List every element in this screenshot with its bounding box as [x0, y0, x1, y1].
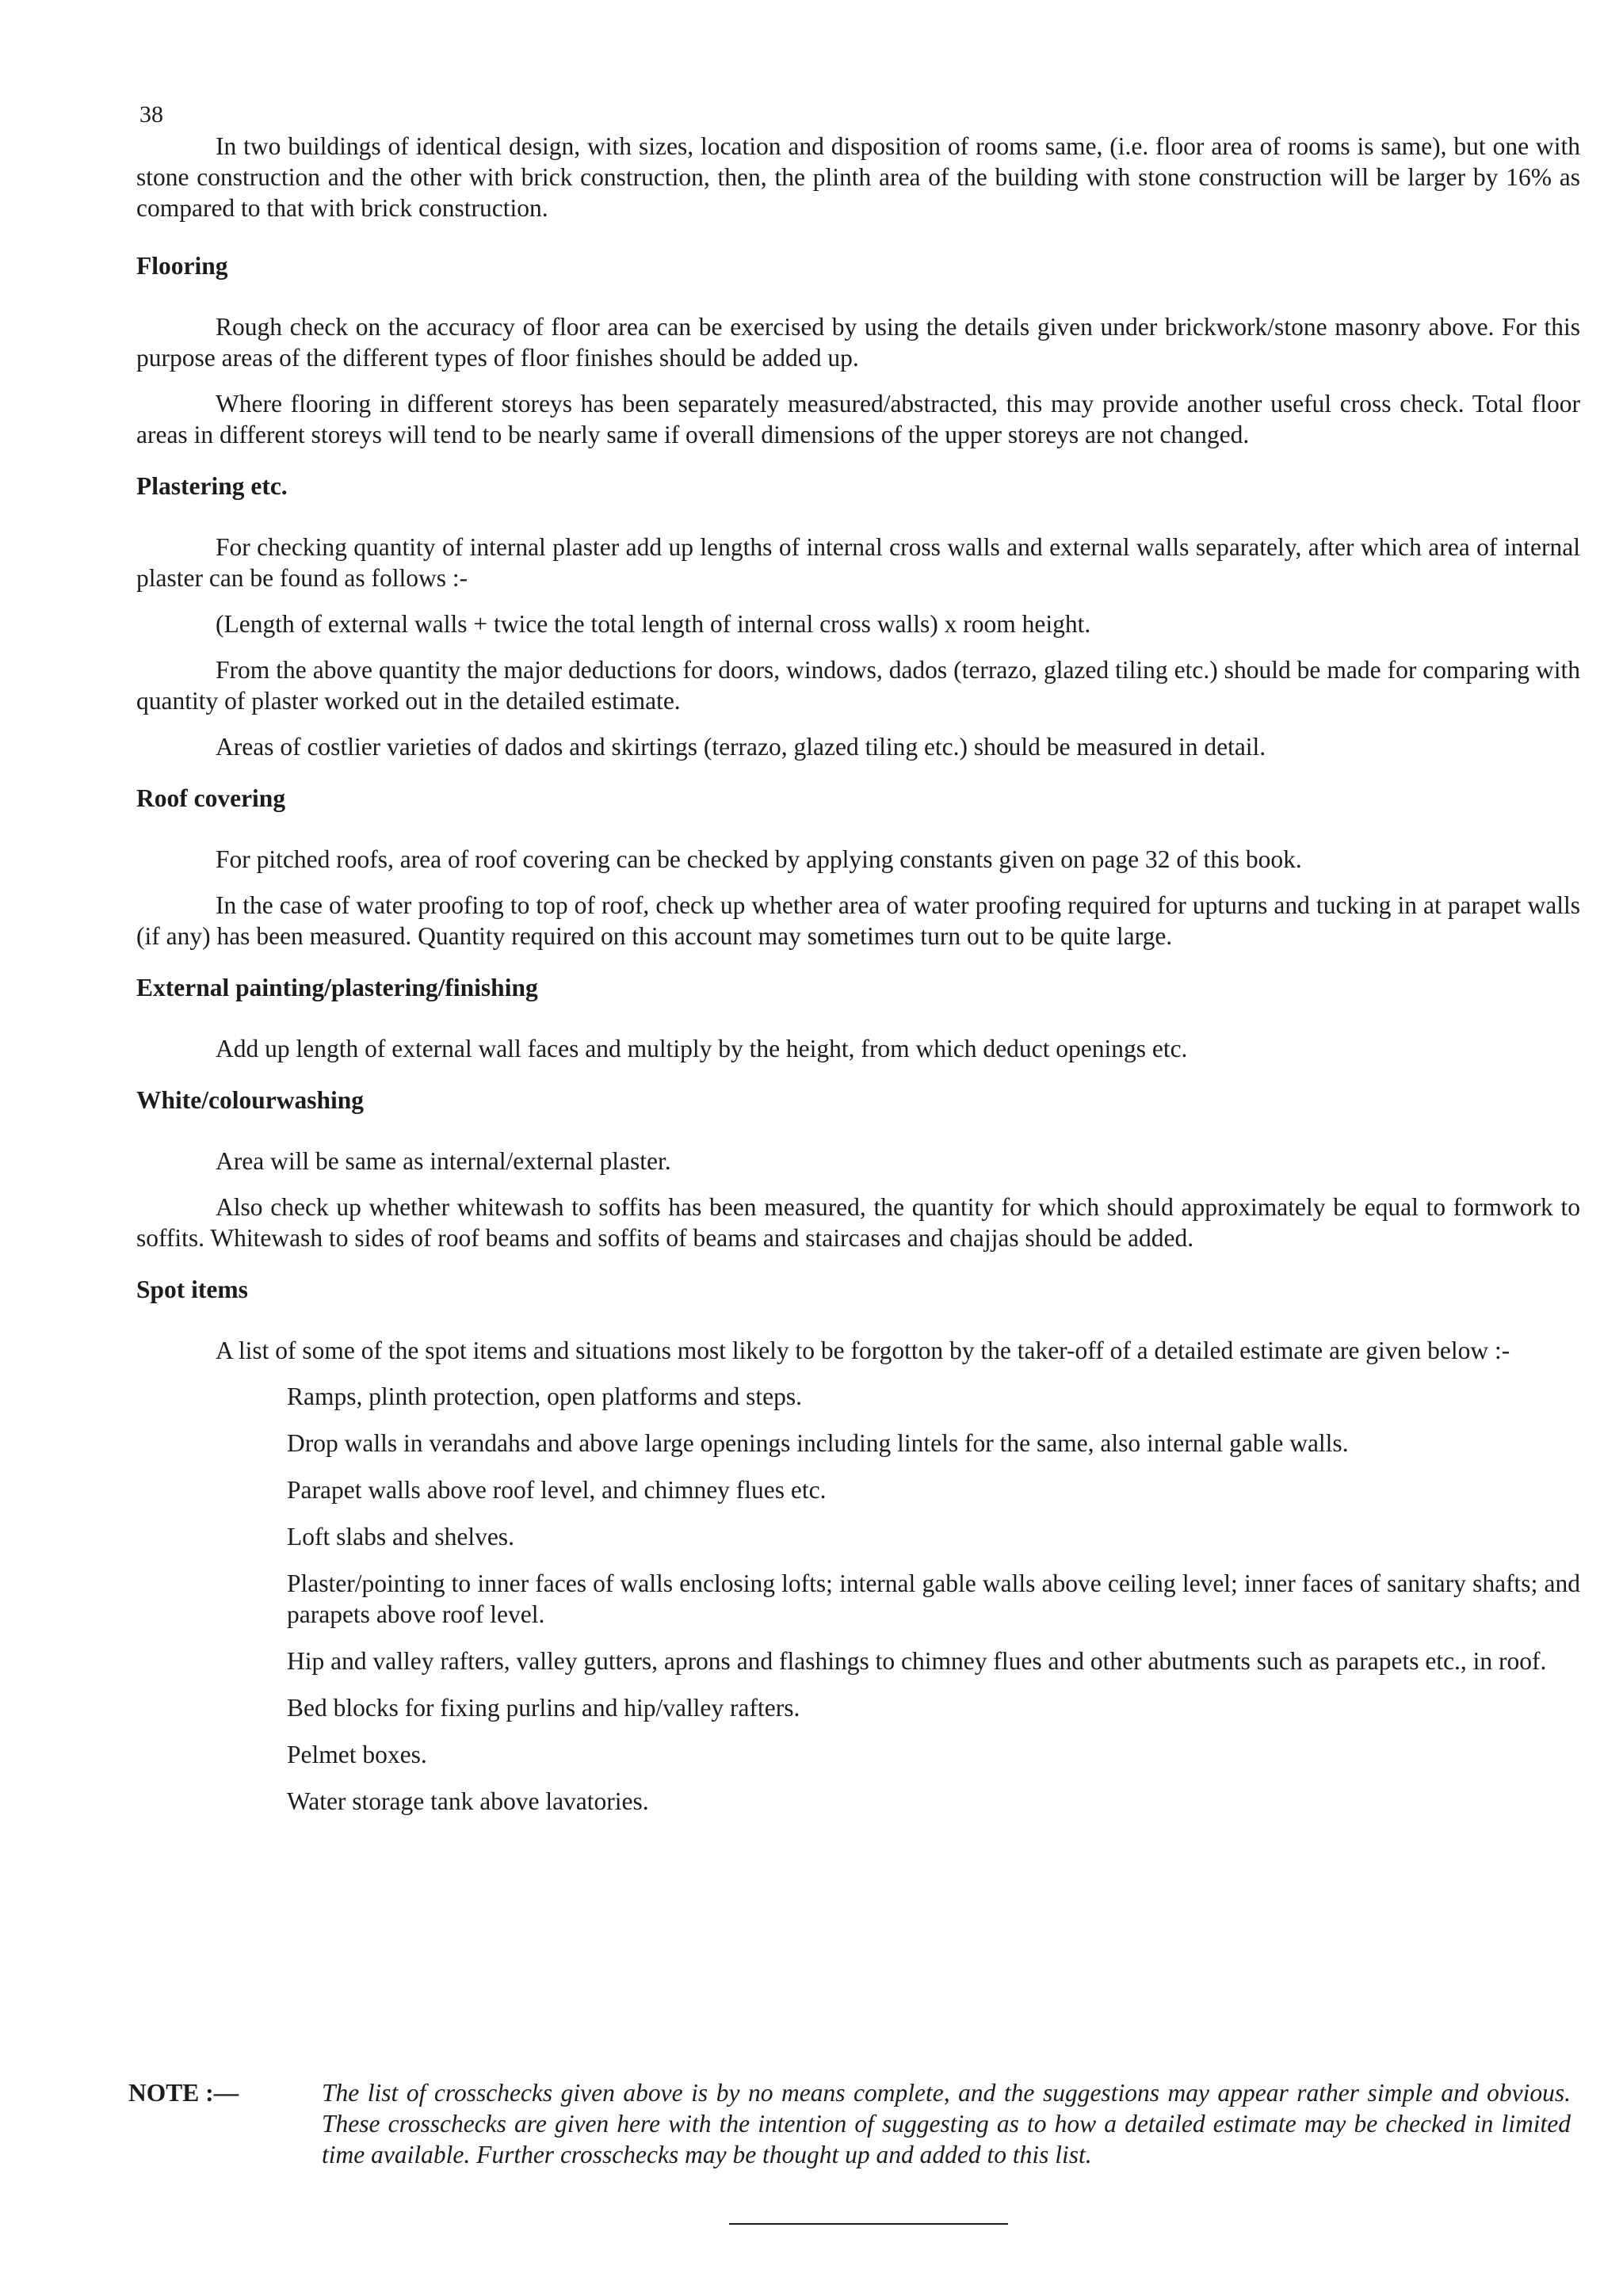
- plastering-paragraph-1: For checking quantity of internal plaster add up lengths of internal cross walls and external walls separately, after which area of internal plaster can be found as follows :-: [136, 533, 1580, 592]
- heading-external-finishing: External painting/plastering/finishing: [136, 974, 538, 1001]
- spot-paragraph-1: A list of some of the spot items and situations most likely to be forgotton by the taker-off of a detailed estimate are given below :-: [216, 1337, 1510, 1364]
- list-item: Hip and valley rafters, valley gutters, aprons and flashings to chimney flues and other abutments such as parapets etc., in roof.: [287, 1647, 1547, 1675]
- heading-flooring: Flooring: [136, 252, 228, 280]
- heading-whitewashing: White/colourwashing: [136, 1086, 365, 1114]
- list-item: Bed blocks for fixing purlins and hip/valley rafters.: [287, 1694, 800, 1722]
- heading-spot-items: Spot items: [136, 1276, 248, 1303]
- list-item: Ramps, plinth protection, open platforms and steps.: [287, 1383, 803, 1410]
- whitewash-paragraph-2: Also check up whether whitewash to soffits has been measured, the quantity for which should approximately be equal to formwork to soffits. Whitewash to sides of roof beams and soffits of beams and staircases and chajjas should be added.: [136, 1193, 1580, 1252]
- intro-paragraph: In two buildings of identical design, with sizes, location and disposition of rooms same, (i.e. floor area of rooms is same), but one with stone construction and the other with brick construction, then, the plinth area of the building with stone construction will be larger by 16% as compared to that with brick construction.: [136, 132, 1580, 222]
- plastering-paragraph-2: From the above quantity the major deductions for doors, windows, dados (terrazo, glazed tiling etc.) should be made for comparing with quantity of plaster worked out in the detailed estimate.: [136, 656, 1580, 715]
- heading-roof-covering: Roof covering: [136, 784, 286, 812]
- page-body: [136, 131, 1580, 1833]
- list-item: Drop walls in verandahs and above large openings including lintels for the same, also internal gable walls.: [287, 1429, 1349, 1457]
- whitewash-paragraph-1: Area will be same as internal/external plaster.: [216, 1147, 671, 1175]
- list-item: Parapet walls above roof level, and chimney flues etc.: [287, 1476, 827, 1504]
- list-item: Plaster/pointing to inner faces of walls enclosing lofts; internal gable walls above ceiling level; inner faces of sanitary shafts; and parapets above roof level.: [287, 1569, 1580, 1628]
- heading-plastering: Plastering etc.: [136, 472, 288, 500]
- list-item: Water storage tank above lavatories.: [287, 1787, 649, 1815]
- list-item: Loft slabs and shelves.: [287, 1523, 514, 1550]
- flooring-paragraph-1: Rough check on the accuracy of floor area can be exercised by using the details given under brickwork/stone masonry above. For this purpose areas of the different types of floor finishes should be added up.: [136, 313, 1580, 372]
- roof-paragraph-2: In the case of water proofing to top of roof, check up whether area of water proofing required for upturns and tucking in at parapet walls (if any) has been measured. Quantity required on this account may sometimes turn out to be quite large.: [136, 891, 1580, 950]
- page-number: 38: [139, 101, 163, 128]
- external-paragraph-1: Add up length of external wall faces and multiply by the height, from which deduct openings etc.: [216, 1035, 1188, 1062]
- roof-paragraph-1: For pitched roofs, area of roof covering can be checked by applying constants given on page 32 of this book.: [216, 845, 1302, 873]
- spot-items-list: [287, 1381, 1580, 1817]
- note-label: NOTE :—: [128, 2079, 239, 2107]
- end-divider: [729, 2223, 1008, 2225]
- note-text: The list of crosschecks given above is by no means complete, and the suggestions may appear rather simple and obvious. These crosschecks are given here with the intention of suggesting as to how a detailed estimate may be checked in limited time available. Further crosschecks may be thought up and added to this list.: [322, 2079, 1571, 2168]
- list-item: Pelmet boxes.: [287, 1741, 427, 1768]
- flooring-paragraph-2: Where flooring in different storeys has been separately measured/abstracted, this may provide another useful cross check. Total floor areas in different storeys will tend to be nearly same if overall dimensions of the upper storeys are not changed.: [136, 390, 1580, 448]
- plastering-paragraph-3: Areas of costlier varieties of dados and skirtings (terrazo, glazed tiling etc.) should be measured in detail.: [216, 733, 1266, 761]
- plastering-formula: (Length of external walls + twice the total length of internal cross walls) x room height.: [216, 610, 1091, 638]
